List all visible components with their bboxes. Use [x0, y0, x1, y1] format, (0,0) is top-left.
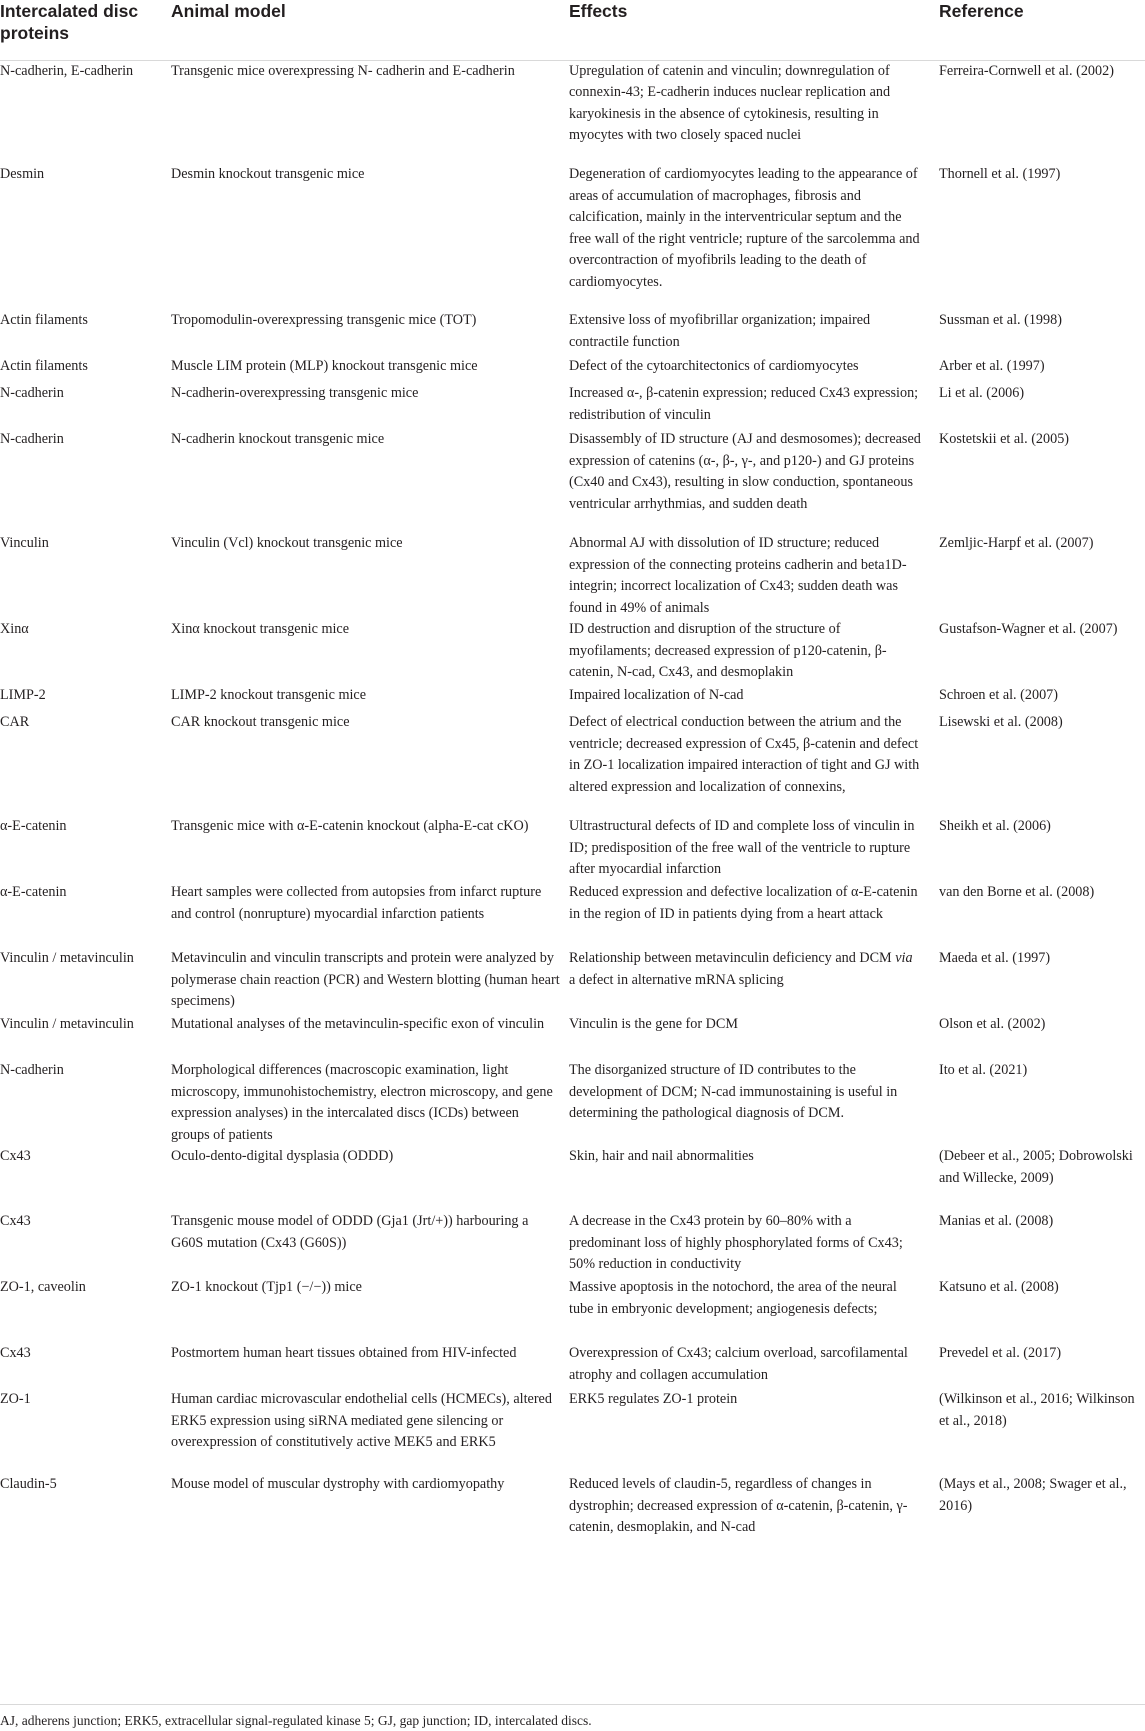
cell-effects: Skin, hair and nail abnormalities	[569, 1148, 754, 1164]
cell-animal-model: Morphological differences (macroscopic examination, light microscopy, immunohistochemistry, electron microscopy, and gene expression analyses) in the intercalated discs (ICDs) between groups of patients	[171, 1062, 553, 1143]
header-reference: Reference	[939, 0, 1145, 60]
table-row	[0, 882, 1145, 948]
table-row	[0, 1146, 1145, 1211]
effects-text: Relationship between metavinculin deficiency and DCM	[569, 950, 896, 966]
cell-animal-model: Postmortem human heart tissues obtained from HIV-infected	[171, 1345, 517, 1361]
cell-reference: (Debeer et al., 2005; Dobrowolski and Willecke, 2009)	[939, 1148, 1133, 1186]
cell-protein: α-E-catenin	[0, 884, 67, 900]
cell-animal-model: Oculo-dento-digital dysplasia (ODDD)	[171, 1148, 394, 1164]
cell-effects: Massive apoptosis in the notochord, the area of the neural tube in embryonic development; angiogenesis defects;	[569, 1279, 897, 1317]
header-animal-model: Animal model	[171, 0, 569, 60]
cell-reference: Schroen et al. (2007)	[939, 687, 1058, 703]
table-row	[0, 533, 1145, 619]
cell-animal-model: Xinα knockout transgenic mice	[171, 621, 350, 637]
table-row	[0, 948, 1145, 1014]
header-effects: Effects	[569, 0, 939, 60]
table-row	[0, 310, 1145, 356]
cell-reference: Ito et al. (2021)	[939, 1062, 1028, 1078]
cell-reference: Arber et al. (1997)	[939, 358, 1045, 374]
cell-reference: Katsuno et al. (2008)	[939, 1279, 1059, 1295]
cell-effects: Defect of the cytoarchitectonics of cardiomyocytes	[569, 358, 859, 374]
cell-effects: Upregulation of catenin and vinculin; downregulation of connexin-43; E-cadherin induces nuclear replication and karyokinesis in the absence of cytokinesis, resulting in myocytes with two closely spaced nuclei	[569, 62, 891, 143]
cell-effects: Impaired localization of N-cad	[569, 687, 744, 703]
cell-protein: Vinculin / metavinculin	[0, 950, 134, 966]
cell-protein: CAR	[0, 714, 30, 730]
cell-protein: Vinculin	[0, 535, 49, 551]
effects-italic-text: via	[895, 950, 913, 966]
cell-reference: Zemljic-Harpf et al. (2007)	[939, 535, 1094, 551]
cell-effects: Reduced levels of claudin-5, regardless of changes in dystrophin; decreased expression of α-catenin, β-catenin, γ-catenin, desmoplakin, and N-cad	[569, 1476, 908, 1535]
cell-effects: Increased α-, β-catenin expression; reduced Cx43 expression; redistribution of vinculin	[569, 385, 919, 423]
cell-protein: Actin filaments	[0, 358, 88, 374]
cell-reference: Manias et al. (2008)	[939, 1213, 1054, 1229]
cell-effects: ID destruction and disruption of the structure of myofilaments; decreased expression of p120-catenin, β-catenin, N-cad, Cx43, and desmoplakin	[569, 621, 887, 680]
cell-protein: Cx43	[0, 1213, 31, 1229]
table-row	[0, 1277, 1145, 1343]
cell-animal-model: Tropomodulin-overexpressing transgenic mice (TOT)	[171, 312, 477, 328]
cell-animal-model: Vinculin (Vcl) knockout transgenic mice	[171, 535, 403, 551]
cell-reference: Thornell et al. (1997)	[939, 166, 1061, 182]
cell-reference: Li et al. (2006)	[939, 385, 1025, 401]
cell-animal-model: Mouse model of muscular dystrophy with cardiomyopathy	[171, 1476, 505, 1492]
cell-animal-model: Metavinculin and vinculin transcripts and protein were analyzed by polymerase chain reaction (PCR) and Western blotting (human heart specimens)	[171, 950, 560, 1009]
cell-animal-model: Mutational analyses of the metavinculin-specific exon of vinculin	[171, 1016, 545, 1032]
cell-protein: Actin filaments	[0, 312, 88, 328]
cell-reference: van den Borne et al. (2008)	[939, 884, 1095, 900]
table-row	[0, 164, 1145, 310]
header-proteins: Intercalated disc proteins	[0, 0, 171, 60]
cell-effects: Defect of electrical conduction between the atrium and the ventricle; decreased expression of Cx45, β-catenin and defect in ZO-1 localization impaired interaction of tight and GJ with altered expression and localization of connexins,	[569, 714, 920, 795]
cell-protein: Cx43	[0, 1148, 31, 1164]
cell-effects: Abnormal AJ with dissolution of ID structure; reduced expression of the connecting proteins cadherin and beta1D-integrin; incorrect localization of Cx43; sudden death was found in 49% of animals	[569, 535, 907, 616]
cell-effects: Degeneration of cardiomyocytes leading to the appearance of areas of accumulation of macrophages, fibrosis and calcification, mainly in the interventricular septum and the free wall of the right ventricle; rupture of the sarcolemma and overcontraction of myofibrils leading to the death of cardiomyocytes.	[569, 166, 920, 290]
table-body	[0, 60, 1145, 1544]
table-row	[0, 356, 1145, 383]
cell-animal-model: Heart samples were collected from autopsies from infarct rupture and control (nonrupture) myocardial infarction patients	[171, 884, 542, 922]
cell-protein: ZO-1, caveolin	[0, 1279, 86, 1295]
cell-protein: Claudin-5	[0, 1476, 57, 1492]
cell-effects: Extensive loss of myofibrillar organization; impaired contractile function	[569, 312, 871, 350]
cell-effects: ERK5 regulates ZO-1 protein	[569, 1391, 738, 1407]
footnote-divider	[0, 1704, 1145, 1705]
table-row	[0, 619, 1145, 685]
cell-protein: N-cadherin	[0, 431, 64, 447]
cell-reference: (Wilkinson et al., 2016; Wilkinson et al., 2018)	[939, 1391, 1135, 1429]
table-row	[0, 60, 1145, 164]
cell-animal-model: Transgenic mice overexpressing N- cadherin and E-cadherin	[171, 62, 515, 79]
cell-animal-model: Transgenic mouse model of ODDD (Gja1 (Jrt/+)) harbouring a G60S mutation (Cx43 (G60S))	[171, 1213, 529, 1251]
cell-animal-model: Human cardiac microvascular endothelial cells (HCMECs), altered ERK5 expression using siRNA mediated gene silencing or overexpression of constitutively active MEK5 and ERK5	[171, 1391, 552, 1450]
cell-protein: α-E-catenin	[0, 818, 67, 834]
cell-reference: Olson et al. (2002)	[939, 1016, 1046, 1032]
table-row	[0, 1389, 1145, 1474]
cell-protein: Xinα	[0, 621, 29, 637]
table-row	[0, 1211, 1145, 1277]
cell-effects: Vinculin is the gene for DCM	[569, 1016, 738, 1032]
cell-animal-model: Muscle LIM protein (MLP) knockout transgenic mice	[171, 358, 478, 374]
table-row	[0, 1014, 1145, 1060]
table-row	[0, 712, 1145, 816]
cell-protein: LIMP-2	[0, 687, 46, 703]
cell-protein: Vinculin / metavinculin	[0, 1016, 134, 1032]
cell-protein: Cx43	[0, 1345, 31, 1361]
cell-animal-model: Transgenic mice with α-E-catenin knockout (alpha-E-cat cKO)	[171, 818, 529, 834]
table-row	[0, 685, 1145, 712]
cell-reference: Ferreira-Cornwell et al. (2002)	[939, 62, 1114, 79]
table-row	[0, 383, 1145, 429]
cell-animal-model: Desmin knockout transgenic mice	[171, 166, 365, 182]
cell-animal-model: LIMP-2 knockout transgenic mice	[171, 687, 367, 703]
table-row	[0, 429, 1145, 533]
cell-reference: (Mays et al., 2008; Swager et al., 2016)	[939, 1476, 1127, 1514]
table-header-row	[0, 0, 1145, 60]
cell-effects: Ultrastructural defects of ID and complete loss of vinculin in ID; predisposition of the free wall of the ventricle to rupture after myocardial infarction	[569, 818, 915, 877]
cell-reference: Kostetskii et al. (2005)	[939, 431, 1070, 447]
cell-effects: Reduced expression and defective localization of α-E-catenin in the region of ID in patients dying from a heart attack	[569, 884, 918, 922]
effects-text: a defect in alternative mRNA splicing	[569, 971, 784, 988]
table-row	[0, 816, 1145, 882]
cell-effects: Overexpression of Cx43; calcium overload, sarcofilamental atrophy and collagen accumulation	[569, 1345, 908, 1383]
cell-reference: Maeda et al. (1997)	[939, 950, 1051, 966]
table-footnote: AJ, adherens junction; ERK5, extracellular signal-regulated kinase 5; GJ, gap junction; ID, intercalated discs.	[0, 1713, 592, 1728]
cell-effects: The disorganized structure of ID contributes to the development of DCM; N-cad immunostaining is useful in determining the pathological diagnosis of DCM.	[569, 1062, 898, 1121]
cell-reference: Lisewski et al. (2008)	[939, 714, 1063, 730]
cell-effects: A decrease in the Cx43 protein by 60–80% with a predominant loss of highly phosphorylated forms of Cx43; 50% reduction in conductivity	[569, 1213, 903, 1272]
table-row	[0, 1060, 1145, 1146]
cell-protein: N-cadherin	[0, 1062, 64, 1078]
cell-reference: Sussman et al. (1998)	[939, 312, 1062, 328]
cell-effects: Disassembly of ID structure (AJ and desmosomes); decreased expression of catenins (α-, β-, γ-, and p120-) and GJ proteins (Cx40 and Cx43), resulting in slow conduction, spontaneous ventricular arrhythmias, and sudden death	[569, 431, 921, 512]
cell-reference: Sheikh et al. (2006)	[939, 818, 1051, 834]
cell-protein: Desmin	[0, 166, 45, 182]
cell-animal-model: N-cadherin-overexpressing transgenic mice	[171, 385, 419, 401]
table-row	[0, 1343, 1145, 1389]
cell-animal-model: ZO-1 knockout (Tjp1 (−/−)) mice	[171, 1279, 362, 1295]
cell-animal-model: CAR knockout transgenic mice	[171, 714, 350, 730]
cell-reference: Gustafson-Wagner et al. (2007)	[939, 621, 1118, 637]
table-row	[0, 1474, 1145, 1544]
cell-protein: N-cadherin, E-cadherin	[0, 62, 134, 79]
cell-effects	[569, 948, 939, 1014]
cell-protein: ZO-1	[0, 1391, 31, 1407]
cell-animal-model: N-cadherin knockout transgenic mice	[171, 431, 385, 447]
cell-reference: Prevedel et al. (2017)	[939, 1345, 1062, 1361]
cell-protein: N-cadherin	[0, 385, 64, 401]
